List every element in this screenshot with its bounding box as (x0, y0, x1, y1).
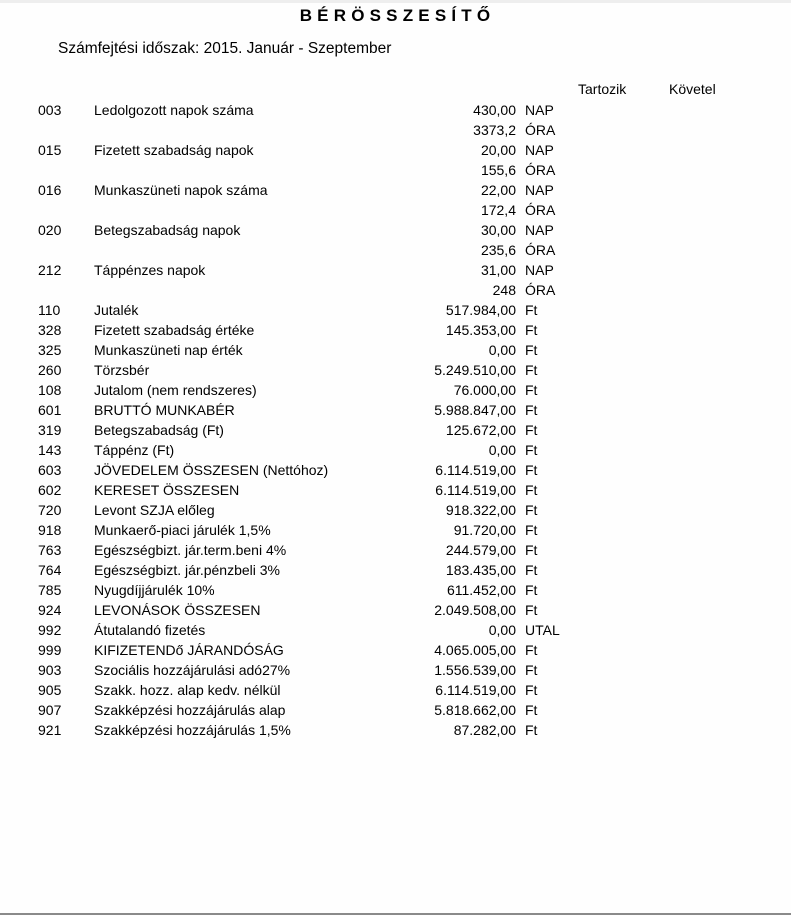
table-row (0, 300, 791, 320)
row-value: 2.049.508,00 (434, 602, 516, 618)
row-label: KIFIZETENDő JÁRANDÓSÁG (94, 642, 284, 658)
row-label: LEVONÁSOK ÖSSZESEN (94, 602, 261, 618)
row-unit: Ft (525, 482, 538, 498)
row-value: 172,4 (480, 202, 516, 218)
row-unit: Ft (525, 502, 538, 518)
row-value: 30,00 (480, 222, 516, 238)
row-unit: Ft (525, 542, 538, 558)
row-label: Szakképzési hozzájárulás alap (94, 702, 286, 718)
row-code: 764 (38, 562, 62, 578)
row-unit: Ft (525, 722, 538, 738)
row-code: 319 (38, 422, 62, 438)
row-value: 76.000,00 (453, 382, 516, 398)
row-code: 108 (38, 382, 62, 398)
table-row (0, 280, 791, 300)
table-row (0, 640, 791, 660)
column-header-kovetel: Követel (669, 81, 716, 97)
row-code: 603 (38, 462, 62, 478)
table-row (0, 380, 791, 400)
table-row (0, 660, 791, 680)
row-code: 918 (38, 522, 62, 538)
row-value: 918.322,00 (445, 502, 516, 518)
row-unit: Ft (525, 582, 538, 598)
row-unit: NAP (525, 222, 554, 238)
row-label: Jutalom (nem rendszeres) (94, 382, 257, 398)
row-value: 248 (492, 282, 516, 298)
row-unit: Ft (525, 642, 538, 658)
table-row (0, 460, 791, 480)
column-header-tartozik: Tartozik (578, 81, 627, 97)
table-row (0, 400, 791, 420)
row-code: 907 (38, 702, 62, 718)
row-label: Jutalék (94, 302, 139, 318)
table-row (0, 140, 791, 160)
table-row (0, 480, 791, 500)
table-row (0, 220, 791, 240)
table-row (0, 320, 791, 340)
row-value: 0,00 (488, 622, 516, 638)
row-unit: Ft (525, 602, 538, 618)
top-border (0, 0, 791, 3)
row-label: Szociális hozzájárulási adó27% (94, 662, 291, 678)
row-value: 91.720,00 (453, 522, 516, 538)
row-label: Törzsbér (94, 362, 150, 378)
row-code: 003 (38, 102, 62, 118)
row-label: Betegszabadság napok (94, 222, 241, 238)
row-unit: ÓRA (525, 162, 556, 178)
row-label: Egészségbizt. jár.pénzbeli 3% (94, 562, 280, 578)
row-unit: Ft (525, 342, 538, 358)
row-value: 5.249.510,00 (434, 362, 516, 378)
row-unit: Ft (525, 362, 538, 378)
row-unit: Ft (525, 562, 538, 578)
row-code: 602 (38, 482, 62, 498)
row-unit: Ft (525, 442, 538, 458)
row-unit: ÓRA (525, 242, 556, 258)
row-code: 325 (38, 342, 62, 358)
row-unit: NAP (525, 102, 554, 118)
bottom-border (0, 913, 791, 915)
row-label: BRUTTÓ MUNKABÉR (94, 402, 235, 418)
row-unit: Ft (525, 462, 538, 478)
row-unit: NAP (525, 262, 554, 278)
row-code: 905 (38, 682, 62, 698)
table-row (0, 160, 791, 180)
document-title: BÉRÖSSZESÍTŐ (299, 6, 496, 25)
row-unit: ÓRA (525, 122, 556, 138)
row-code: 924 (38, 602, 62, 618)
row-value: 611.452,00 (446, 582, 516, 598)
row-label: Szakképzési hozzájárulás 1,5% (94, 722, 291, 738)
table-row (0, 680, 791, 700)
row-code: 260 (38, 362, 62, 378)
row-value: 6.114.519,00 (435, 682, 516, 698)
table-row (0, 520, 791, 540)
row-unit: NAP (525, 182, 554, 198)
row-value: 430,00 (473, 102, 516, 118)
row-value: 145.353,00 (445, 322, 516, 338)
row-unit: NAP (525, 142, 554, 158)
row-label: Munkaszüneti nap érték (94, 342, 243, 358)
table-row (0, 540, 791, 560)
table-row (0, 420, 791, 440)
row-label: Munkaszüneti napok száma (94, 182, 268, 198)
table-row (0, 340, 791, 360)
row-unit: Ft (525, 422, 538, 438)
row-label: JÖVEDELEM ÖSSZESEN (Nettóhoz) (94, 462, 329, 478)
table-row (0, 600, 791, 620)
row-label: Munkaerő-piaci járulék 1,5% (94, 522, 271, 538)
table-row (0, 360, 791, 380)
row-code: 015 (38, 142, 62, 158)
row-value: 3373,2 (473, 122, 516, 138)
row-code: 212 (38, 262, 62, 278)
row-value: 22,00 (480, 182, 516, 198)
row-code: 763 (38, 542, 62, 558)
row-value: 125.672,00 (445, 422, 516, 438)
row-label: Levont SZJA előleg (94, 502, 215, 518)
table-row (0, 180, 791, 200)
period-label: Számfejtési időszak: 2015. Január - Szeptember (58, 40, 392, 57)
row-unit: UTAL (525, 622, 560, 638)
row-value: 6.114.519,00 (435, 462, 516, 478)
row-label: Nyugdíjjárulék 10% (94, 582, 215, 598)
row-value: 87.282,00 (453, 722, 516, 738)
row-label: Fizetett szabadság értéke (94, 322, 255, 338)
row-value: 5.988.847,00 (434, 402, 516, 418)
row-unit: Ft (525, 382, 538, 398)
table-row (0, 500, 791, 520)
table-row (0, 580, 791, 600)
row-value: 0,00 (488, 442, 516, 458)
table-row (0, 720, 791, 740)
row-unit: Ft (525, 302, 538, 318)
row-value: 235,6 (480, 242, 516, 258)
row-code: 999 (38, 642, 62, 658)
row-code: 020 (38, 222, 62, 238)
row-code: 143 (38, 442, 62, 458)
row-value: 183.435,00 (445, 562, 516, 578)
row-unit: Ft (525, 662, 538, 678)
table-row (0, 620, 791, 640)
table-row (0, 440, 791, 460)
row-value: 6.114.519,00 (435, 482, 516, 498)
table-row (0, 560, 791, 580)
table-row (0, 260, 791, 280)
row-unit: ÓRA (525, 282, 556, 298)
row-value: 1.556.539,00 (434, 662, 516, 678)
table-row (0, 200, 791, 220)
row-value: 5.818.662,00 (434, 702, 516, 718)
table-row (0, 700, 791, 720)
row-label: Ledolgozott napok száma (94, 102, 254, 118)
row-label: Táppénz (Ft) (94, 442, 175, 458)
table-row (0, 240, 791, 260)
row-value: 0,00 (488, 342, 516, 358)
row-label: Egészségbizt. jár.term.beni 4% (94, 542, 287, 558)
row-code: 328 (38, 322, 62, 338)
row-value: 244.579,00 (445, 542, 516, 558)
row-label: Betegszabadság (Ft) (94, 422, 224, 438)
row-code: 992 (38, 622, 62, 638)
payroll-summary-table (0, 100, 791, 740)
row-value: 20,00 (480, 142, 516, 158)
row-value: 31,00 (480, 262, 516, 278)
row-code: 785 (38, 582, 62, 598)
row-value: 517.984,00 (445, 302, 516, 318)
row-value: 155,6 (480, 162, 516, 178)
row-unit: Ft (525, 702, 538, 718)
row-value: 4.065.005,00 (434, 642, 516, 658)
table-row (0, 100, 791, 120)
row-unit: Ft (525, 682, 538, 698)
row-code: 903 (38, 662, 62, 678)
row-unit: Ft (525, 402, 538, 418)
table-row (0, 120, 791, 140)
row-label: Szakk. hozz. alap kedv. nélkül (94, 682, 281, 698)
row-unit: Ft (525, 322, 538, 338)
row-code: 601 (38, 402, 62, 418)
row-label: Fizetett szabadság napok (94, 142, 254, 158)
row-code: 016 (38, 182, 62, 198)
row-unit: Ft (525, 522, 538, 538)
row-label: KERESET ÖSSZESEN (94, 482, 240, 498)
row-code: 720 (38, 502, 62, 518)
row-code: 921 (38, 722, 62, 738)
row-label: Táppénzes napok (94, 262, 206, 278)
row-unit: ÓRA (525, 202, 556, 218)
row-code: 110 (38, 302, 61, 318)
row-label: Átutalandó fizetés (94, 622, 206, 638)
